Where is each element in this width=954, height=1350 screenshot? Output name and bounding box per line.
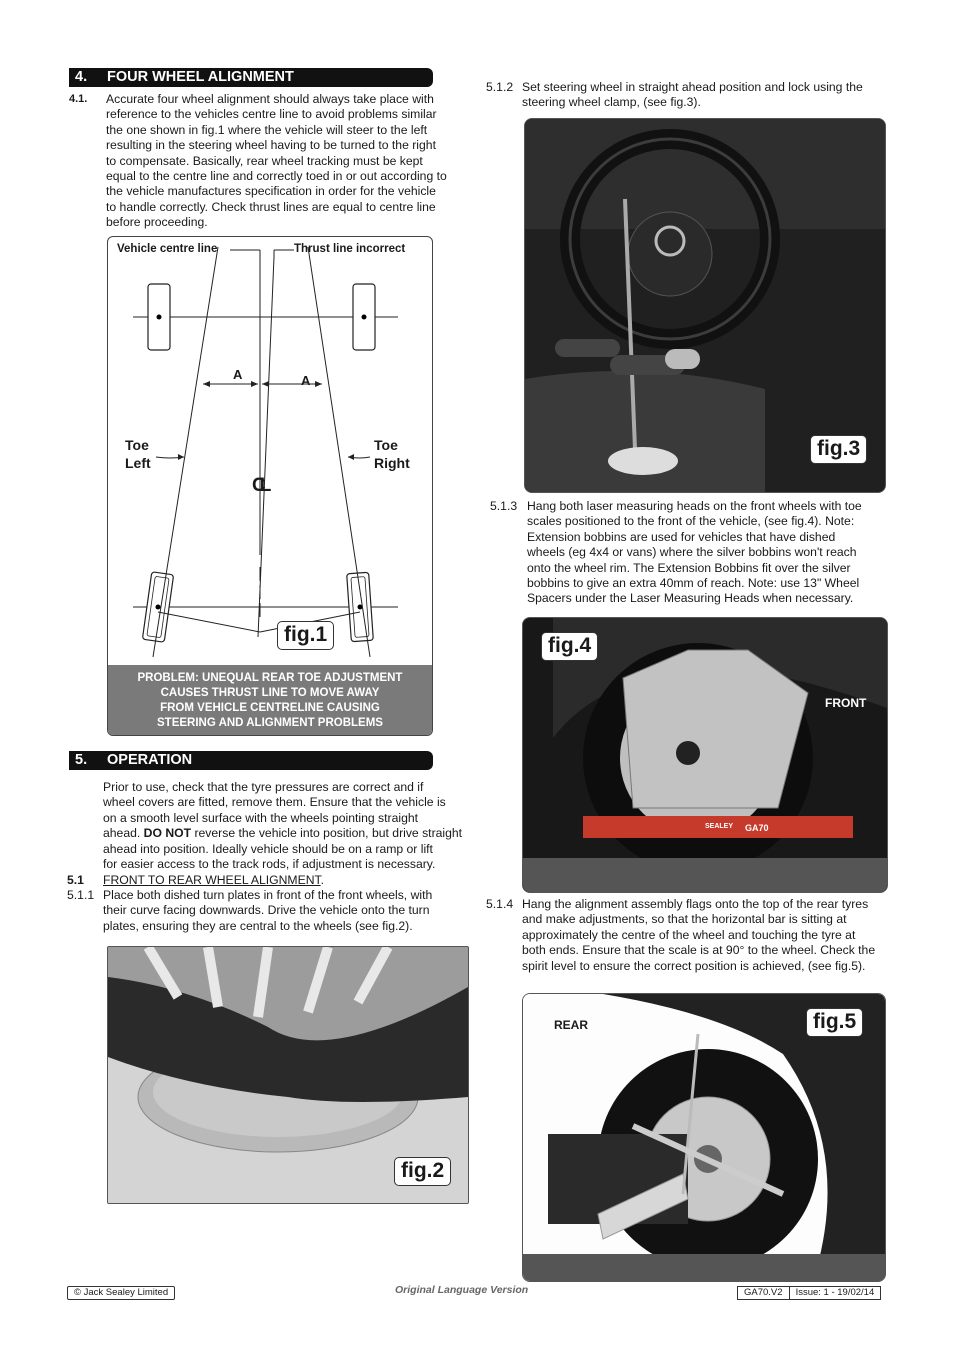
intro-line: Prior to use, check that the tyre pressures are correct and if [103, 780, 424, 794]
intro-line: ahead into position. Ideally vehicle should be on a ramp or lift [103, 841, 433, 856]
section5-header [69, 751, 433, 770]
a-right-label: A [301, 373, 311, 388]
section4-line: reference to the vehicles centre line to avoid problems similar [106, 107, 437, 122]
fig5-label: fig.5 [806, 1008, 863, 1037]
section4-line: before proceeding. [106, 215, 208, 230]
footer-copyright: © Jack Sealey Limited [67, 1286, 175, 1300]
section5-intro [103, 780, 469, 872]
intro-line: wheel covers are fitted, remove them. Ensure that the vehicle is [103, 795, 446, 810]
footer-model: GA70.V2 [737, 1286, 789, 1300]
a-left-label: A [233, 367, 243, 382]
sub-5-1-title: FRONT TO REAR WHEEL ALIGNMENT. [103, 873, 324, 887]
problem-line: STEERING AND ALIGNMENT PROBLEMS [157, 717, 383, 729]
intro-line: on a smooth level surface with the wheels pointing straight [103, 810, 419, 825]
alignment-diagram [108, 237, 432, 735]
section4-line: the one shown in fig.1 where the vehicle will steer to the left [106, 122, 428, 137]
centre-line-symbol: CL [252, 475, 266, 496]
footer-center: Original Language Version [395, 1284, 529, 1296]
ga70-model: GA70 [745, 823, 769, 833]
step-5-1-2-number: 5.1.2 [486, 80, 514, 94]
fig2-label: fig.2 [394, 1157, 451, 1186]
section4-header [69, 68, 433, 87]
step-line: plates, ensuring they are central to the wheels (see fig.2). [103, 918, 413, 933]
fig4-label: fig.4 [541, 632, 598, 661]
step-5-1-3-text [527, 499, 887, 607]
toe-right-line1: Toe [374, 437, 398, 453]
step-line: scales positioned to the front of the vehicle, (see fig.4). Note: [527, 514, 855, 529]
section4-line: to handle correctly. Check thrust lines are equal to centre line [106, 199, 436, 214]
step-line: Set steering wheel in straight ahead position and lock using the [522, 80, 863, 94]
fig3-photo [524, 118, 886, 493]
section4-line: Accurate four wheel alignment should always take place with [106, 92, 434, 106]
footer-issue: Issue: 1 - 19/02/14 [789, 1286, 882, 1300]
section4-number: 4. [75, 69, 88, 85]
toe-left-line1: Toe [125, 437, 149, 453]
toe-left-line2: Left [125, 455, 151, 471]
footer-doc-info [737, 1286, 881, 1300]
step-line: wheels (eg 4x4 or vans) where the silver bobbins won't reach [527, 545, 857, 560]
toe-left-label [125, 436, 151, 472]
section4-line: to compensate. Basically, rear wheel tracking must be kept [106, 153, 423, 168]
step-line: approximately the centre of the wheel and touching the tyre at [522, 927, 856, 942]
step-line: Hang the alignment assembly flags onto the top of the rear tyres [522, 897, 869, 911]
step-5-1-3-number: 5.1.3 [490, 499, 518, 513]
fig2-photo [107, 946, 469, 1204]
step-5-1-2-text [522, 80, 888, 111]
step-5-1-4-number: 5.1.4 [486, 897, 514, 911]
step-line: their curve facing downwards. Drive the vehicle onto the turn [103, 903, 430, 918]
section4-line: the vehicle manufactures specification in order for the vehicle [106, 184, 436, 199]
front-label: FRONT [825, 696, 867, 710]
do-not-bold: DO NOT [143, 826, 192, 841]
problem-box [108, 665, 432, 736]
section4-paragraph [106, 92, 466, 231]
step-5-1-4-text [522, 897, 888, 974]
fig4-photo [522, 617, 888, 893]
intro-line-warning: ahead. DO NOT reverse the vehicle into position, but drive straight [103, 826, 463, 841]
step-line: onto the wheel rim. The Extension Bobbins fit over the silver [527, 560, 851, 575]
step-line: Spacers under the Laser Measuring Heads when necessary. [527, 591, 854, 606]
vehicle-centre-line-label: Vehicle centre line [117, 243, 218, 255]
section5-title: OPERATION [107, 752, 193, 768]
problem-line: PROBLEM: UNEQUAL REAR TOE ADJUSTMENT [137, 672, 403, 684]
rear-label: REAR [554, 1018, 589, 1032]
problem-line: FROM VEHICLE CENTRELINE CAUSING [160, 702, 380, 714]
section4-item-number: 4.1. [69, 93, 88, 105]
toe-right-label [374, 436, 410, 472]
sub-5-1-number: 5.1 [67, 873, 84, 887]
section5-number: 5. [75, 752, 88, 768]
step-5-1-1-number: 5.1.1 [67, 888, 95, 902]
sealey-brand: SEALEY [705, 823, 734, 830]
problem-line: CAUSES THRUST LINE TO MOVE AWAY [160, 687, 380, 699]
fig5-photo [522, 993, 886, 1282]
fig3-label: fig.3 [810, 435, 867, 464]
step-5-1-1-text [103, 888, 469, 934]
toe-right-line2: Right [374, 455, 410, 471]
step-line: Extension bobbins are used for vehicles that have dished [527, 529, 836, 544]
step-line: steering wheel clamp, (see fig.3). [522, 95, 701, 110]
intro-line: for easier access to the track rods, if adjustment is necessary. [103, 857, 436, 872]
step-line: spirit level to ensure the correct position is achieved, (see fig.5). [522, 958, 866, 973]
step-line: and make adjustments, so that the horizontal bar is sitting at [522, 912, 847, 927]
section4-line: resulting in the steering wheel having to be turned to the right [106, 138, 436, 153]
section4-line: equal to the centre line and correctly toed in or out according to [106, 169, 447, 184]
section4-title: FOUR WHEEL ALIGNMENT [107, 69, 294, 85]
fig1-diagram [107, 236, 433, 736]
fig1-label: fig.1 [277, 621, 334, 650]
thrust-line-label: Thrust line incorrect [294, 243, 406, 255]
step-line: Hang both laser measuring heads on the front wheels with toe [527, 499, 862, 513]
step-line: Place both dished turn plates in front of the front wheels, with [103, 888, 433, 902]
step-line: both ends. Ensure that the scale is at 90° to the wheel. Check the [522, 943, 876, 958]
step-line: bobbins to give an extra 40mm of reach. Note: use 13" Wheel [527, 576, 860, 591]
